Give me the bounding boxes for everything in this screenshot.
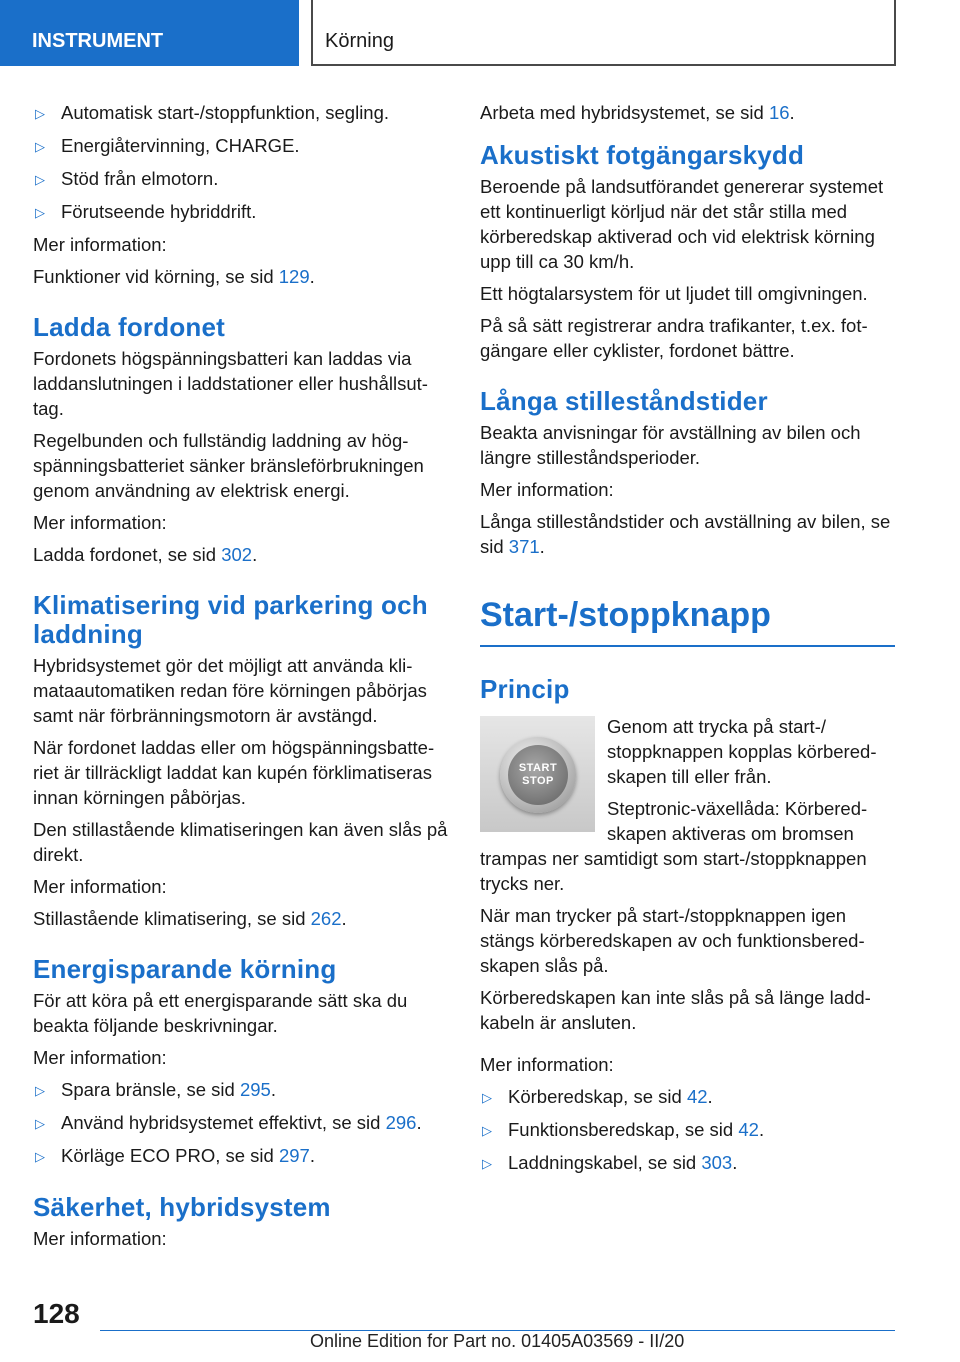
page-link[interactable]: 262: [310, 908, 342, 929]
more-info-label: Mer information:: [480, 479, 614, 500]
triangle-bullet-icon: ▷: [35, 106, 45, 121]
page-link[interactable]: 296: [385, 1112, 417, 1133]
header-chapter-title: Körning: [311, 0, 896, 66]
heading-eco: Energisparande körning: [33, 954, 337, 984]
more-info-label: Mer information:: [33, 512, 167, 533]
heading-start-stop-button: Start-/stoppknapp: [480, 595, 895, 647]
paragraph: Körberedskapen kan inte slås på så länge laddkabeln är ansluten.: [480, 987, 871, 1033]
page-link[interactable]: 42: [738, 1119, 759, 1140]
page-link[interactable]: 295: [239, 1079, 271, 1100]
page-link[interactable]: 42: [686, 1086, 708, 1107]
list-item: ▷ Energiåtervinning, CHARGE.: [33, 133, 448, 159]
heading-acoustic: Akustiskt fotgängarskydd: [480, 140, 805, 170]
list-item: ▷ Stöd från elmotorn.: [33, 166, 448, 192]
paragraph: Fordonets högspänningsbatteri kan laddas via laddanslutningen i laddstationer eller hushållsuttag.: [33, 348, 428, 419]
paragraph: Genom att trycka på start-/ stoppknappen kopplas körberedskapen till eller från.: [607, 716, 877, 787]
more-info-label: Mer information:: [33, 1228, 167, 1249]
list-item: ▷ Körberedskap, se sid 42.: [480, 1084, 895, 1110]
reference-paragraph: Ladda fordonet, se sid 302.: [33, 544, 258, 565]
triangle-bullet-icon: ▷: [482, 1123, 492, 1138]
list-item: ▷ Körläge ECO PRO, se sid 297.: [33, 1143, 448, 1169]
triangle-bullet-icon: ▷: [482, 1090, 492, 1105]
reference-paragraph: Långa stilleståndstider och avställning av bilen, se sid 371.: [480, 511, 891, 557]
page-link[interactable]: 297: [278, 1145, 310, 1166]
triangle-bullet-icon: ▷: [35, 205, 45, 220]
list-item: ▷ Använd hybridsystemet effektivt, se sid 296.: [33, 1110, 448, 1136]
paragraph: På så sätt registrerar andra trafikanter, t.ex. fotgängare eller cyklister, fordonet bättre.: [480, 315, 868, 361]
list-item: ▷ Spara bränsle, se sid 295.: [33, 1077, 448, 1103]
list-item: ▷ Laddningskabel, se sid 303.: [480, 1150, 895, 1176]
page-number: 128: [33, 1298, 80, 1329]
start-stop-button-image: [480, 716, 595, 832]
header-section-tab: INSTRUMENT: [0, 0, 299, 66]
start-stop-button-icon: START STOP: [508, 745, 568, 805]
triangle-bullet-icon: ▷: [482, 1156, 492, 1171]
heading-long-standstill: Långa stilleståndstider: [480, 386, 768, 416]
triangle-bullet-icon: ▷: [35, 1083, 45, 1098]
reference-paragraph: Arbeta med hybridsystemet, se sid 16.: [480, 102, 795, 123]
paragraph: När man trycker på start-/stoppknappen igen stängs körberedskapen av och funktionsberedskapen slås på.: [480, 905, 865, 976]
more-info-label: Mer information:: [33, 234, 167, 255]
triangle-bullet-icon: ▷: [35, 139, 45, 154]
triangle-bullet-icon: ▷: [35, 1116, 45, 1131]
footer-edition: Online Edition for Part no. 01405A03569 - II/20: [310, 1331, 685, 1351]
more-info-label: Mer information:: [33, 1047, 167, 1068]
list-item: ▷ Automatisk start-/stoppfunktion, segling.: [33, 100, 448, 126]
heading-charge: Ladda fordonet: [33, 312, 226, 342]
page-link[interactable]: 302: [221, 544, 253, 565]
triangle-bullet-icon: ▷: [35, 1149, 45, 1164]
heading-principle: Princip: [480, 674, 570, 704]
left-column: [33, 100, 448, 1258]
paragraph: Beroende på landsutförandet genererar systemet ett kontinuerligt körljud när det står stilla med körberedskap aktiverad och vid elektrisk körning upp till ca 30 km/h.: [480, 176, 884, 272]
list-item: ▷ Funktionsberedskap, se sid 42.: [480, 1117, 895, 1143]
paragraph: Ett högtalarsystem för ut ljudet till omgivningen.: [480, 283, 868, 304]
page-link[interactable]: 371: [508, 536, 540, 557]
paragraph: Steptronic-växellåda: Körberedskapen aktiveras om bromsen trampas ner samtidigt som start-/stoppknappen trycks ner.: [480, 798, 868, 894]
paragraph: När fordonet laddas eller om högspänningsbatteriet är tillräckligt laddat kan kupén förklimatiseras innan körningen påbörjas.: [33, 737, 435, 808]
page-link[interactable]: 16: [768, 102, 790, 123]
reference-paragraph: Stillastående klimatisering, se sid 262.: [33, 908, 347, 929]
paragraph: Beakta anvisningar för avställning av bilen och längre stilleståndsperioder.: [480, 422, 861, 468]
heading-climate: Klimatisering vid parkering och laddning: [33, 590, 428, 649]
more-info-label: Mer information:: [33, 876, 167, 897]
paragraph: Den stillastående klimatiseringen kan även slås på direkt.: [33, 819, 448, 865]
paragraph: Regelbunden och fullständig laddning av högspänningsbatteriet sänker bränsleförbrukningen genom användning av elektrisk energi.: [33, 430, 424, 501]
triangle-bullet-icon: ▷: [35, 172, 45, 187]
right-column: [480, 100, 895, 1183]
heading-safety: Säkerhet, hybridsystem: [33, 1192, 331, 1222]
page-link[interactable]: 129: [278, 266, 310, 287]
more-info-label: Mer information:: [480, 1054, 614, 1075]
paragraph: Hybridsystemet gör det möjligt att använda klimataautomatiken redan före körningen påbörjas samt när förbränningsmotorn är avstängd.: [33, 655, 427, 726]
paragraph: För att köra på ett energisparande sätt ska du beakta följande beskrivningar.: [33, 990, 408, 1036]
reference-paragraph: Funktioner vid körning, se sid 129.: [33, 266, 315, 287]
page-link[interactable]: 303: [701, 1152, 733, 1173]
list-item: ▷ Förutseende hybriddrift.: [33, 199, 448, 225]
